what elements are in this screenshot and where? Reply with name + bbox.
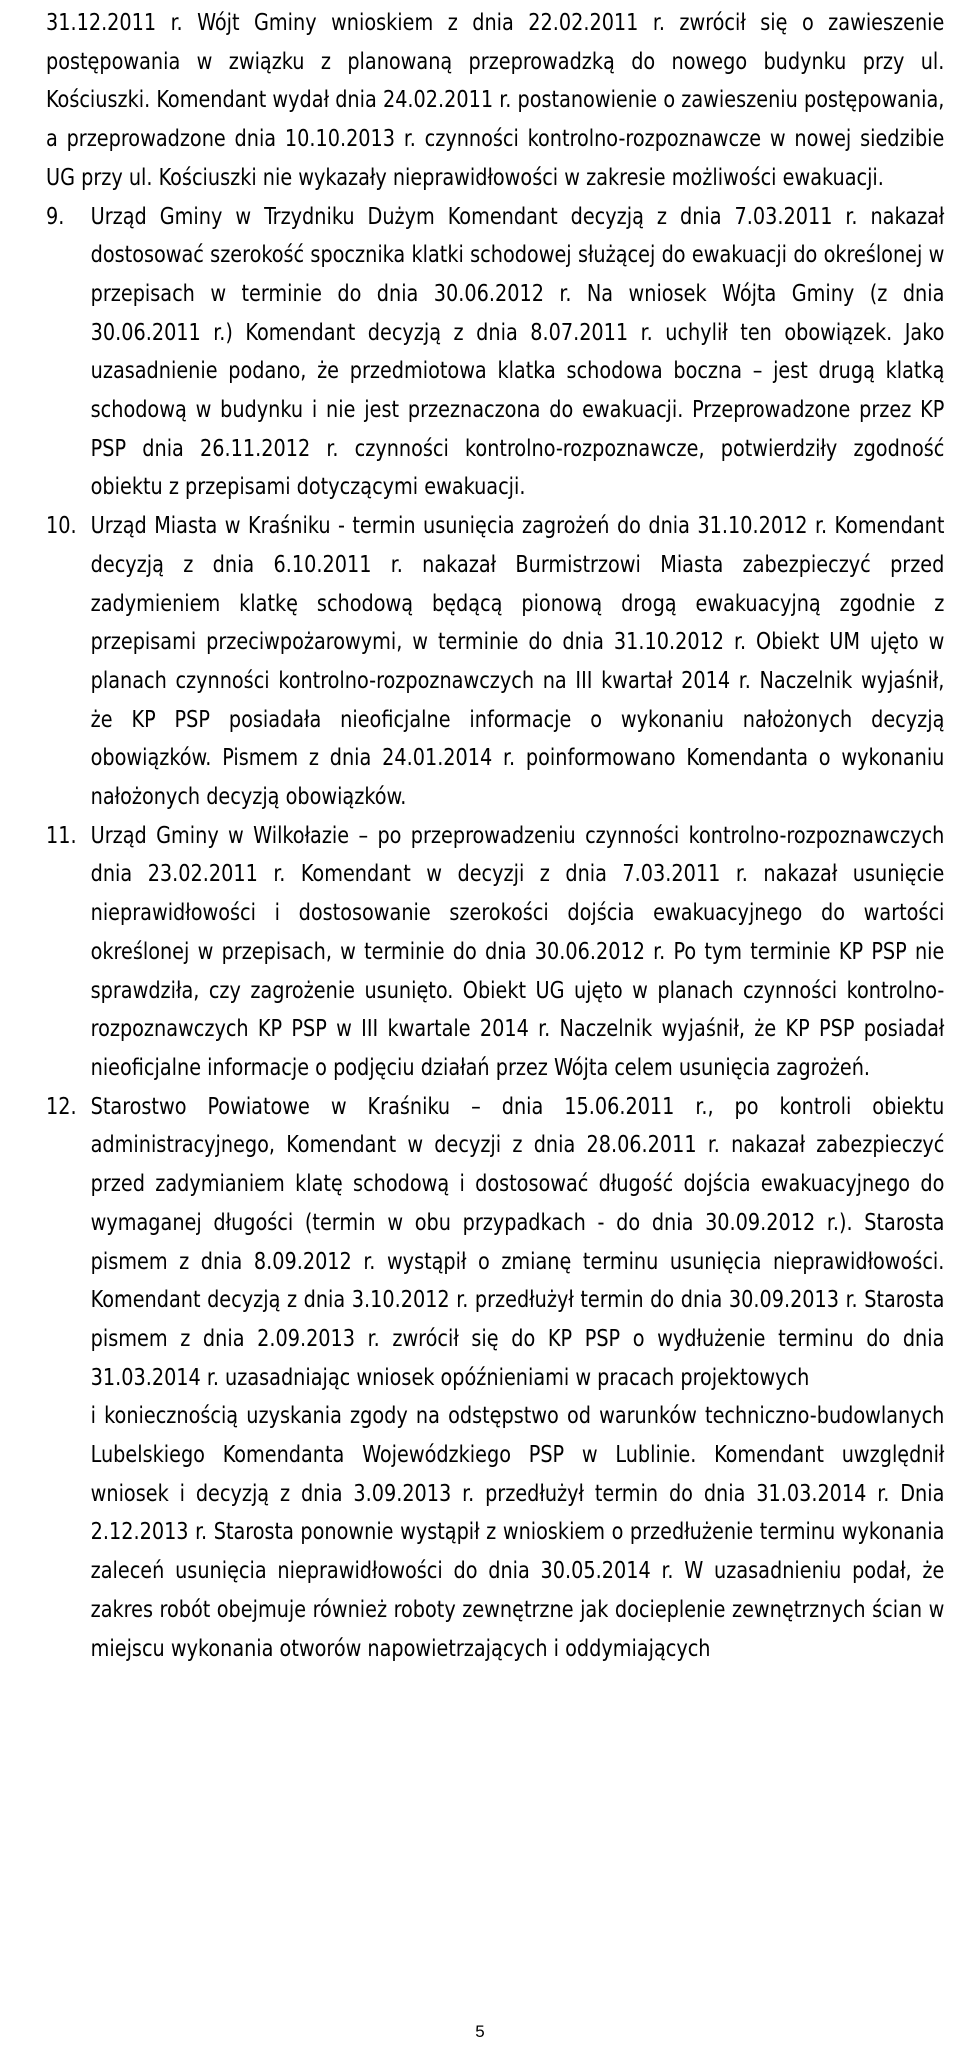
intro-paragraph: 31.12.2011 r. Wójt Gminy wnioskiem z dnia 22.02.2011 r. zwrócił się o zawieszenie postępowania w związku z planowaną przeprowadzką do nowego budynku przy ul. Kościuszki. Komendant wydał dnia 24.02.2011 r. postanowienie o zawieszeniu postępowania, a przeprowadzone dnia 10.10.2013 r. czynności kontrolno-rozpoznawcze w nowej siedzibie UG przy ul. Kościuszki nie wykazały nieprawidłowości w zakresie możliwości ewakuacji. <box>46 10 945 191</box>
list-item-11 <box>46 817 944 1088</box>
list-item-number: 12. <box>46 1093 77 1120</box>
list-item-text: Urząd Miasta w Kraśniku - termin usunięcia zagrożeń do dnia 31.10.2012 r. Komendant decyzją z dnia 6.10.2011 r. nakazał Burmistrzowi Miasta zabezpieczyć przed zadymieniem klatkę schodową będącą pionową drogą ewakuacyjną zgodnie z przepisami przeciwpożarowymi, w terminie do dnia 31.10.2012 r. Obiekt UM ujęto w planach czynności kontrolno-rozpoznawczych na III kwartał 2014 r. Naczelnik wyjaśnił, że KP PSP posiadała nieoficjalne informacje o wykonaniu nałożonych decyzją obowiązków. Pismem z dnia 24.01.2014 r. poinformowano Komendanta o wykonaniu nałożonych decyzją obowiązków. <box>90 513 945 811</box>
list-item-number: 11. <box>46 822 77 849</box>
list-item-9 <box>46 198 944 508</box>
list-item-10 <box>46 507 944 817</box>
list-item-text: Urząd Gminy w Wilkołazie – po przeprowadzeniu czynności kontrolno-rozpoznawczych dnia 23.02.2011 r. Komendant w decyzji z dnia 7.03.2011 r. nakazał usunięcie nieprawidłowości i dostosowanie szerokości dojścia ewakuacyjnego do wartości określonej w przepisach, w terminie do dnia 30.06.2012 r. Po tym terminie KP PSP nie sprawdziła, czy zagrożenie usunięto. Obiekt UG ujęto w planach czynności kontrolno-rozpoznawczych KP PSP w III kwartale 2014 r. Naczelnik wyjaśnił, że KP PSP posiadał nieoficjalne informacje o podjęciu działań przez Wójta celem usunięcia zagrożeń. <box>90 822 945 1081</box>
list-item-number: 10. <box>46 513 77 540</box>
list-item-continuation: i koniecznością uzyskania zgody na odstępstwo od warunków techniczno-budowlanych Lubelskiego Komendanta Wojewódzkiego PSP w Lublinie. Komendant uwzględnił wniosek i decyzją z dnia 3.09.2013 r. przedłużył termin do dnia 31.03.2014 r. Dnia 2.12.2013 r. Starosta ponownie wystąpił z wnioskiem o przedłużenie terminu wykonania zaleceń usunięcia nieprawidłowości do dnia 30.05.2014 r. W uzasadnieniu podał, że zakres robót obejmuje również roboty zewnętrzne jak docieplenie zewnętrznych ścian w miejscu wykonania otworów napowietrzających i oddymiających <box>90 1403 945 1662</box>
list-item-text: Starostwo Powiatowe w Kraśniku – dnia 15.06.2011 r., po kontroli obiektu administracyjnego, Komendant w decyzji z dnia 28.06.2011 r. nakazał zabezpieczyć przed zadymianiem klatę schodową i dostosować długość dojścia ewakuacyjnego do wymaganej długości (termin w obu przypadkach - do dnia 30.09.2012 r.). Starosta pismem z dnia 8.09.2012 r. wystąpił o zmianę terminu usunięcia nieprawidłowości. Komendant decyzją z dnia 3.10.2012 r. przedłużył termin do dnia 30.09.2013 r. Starosta pismem z dnia 2.09.2013 r. zwrócił się do KP PSP o wydłużenie terminu do dnia 31.03.2014 r. uzasadniając wniosek opóźnieniami w pracach projektowych <box>90 1093 945 1391</box>
page-number: 5 <box>475 2022 485 2041</box>
list-item-12 <box>46 1088 944 1669</box>
list-item-text: Urząd Gminy w Trzydniku Dużym Komendant decyzją z dnia 7.03.2011 r. nakazał dostosować szerokość spocznika klatki schodowej służącej do ewakuacji do określonej w przepisach w terminie do dnia 30.06.2012 r. Na wniosek Wójta Gminy (z dnia 30.06.2011 r.) Komendant decyzją z dnia 8.07.2011 r. uchylił ten obowiązek. Jako uzasadnienie podano, że przedmiotowa klatka schodowa boczna – jest drugą klatką schodową w budynku i nie jest przeznaczona do ewakuacji. Przeprowadzone przez KP PSP dnia 26.11.2012 r. czynności kontrolno-rozpoznawcze, potwierdziły zgodność obiektu z przepisami dotyczącymi ewakuacji. <box>90 203 945 501</box>
list-item-number: 9. <box>46 203 65 230</box>
document-body <box>46 4 944 1668</box>
